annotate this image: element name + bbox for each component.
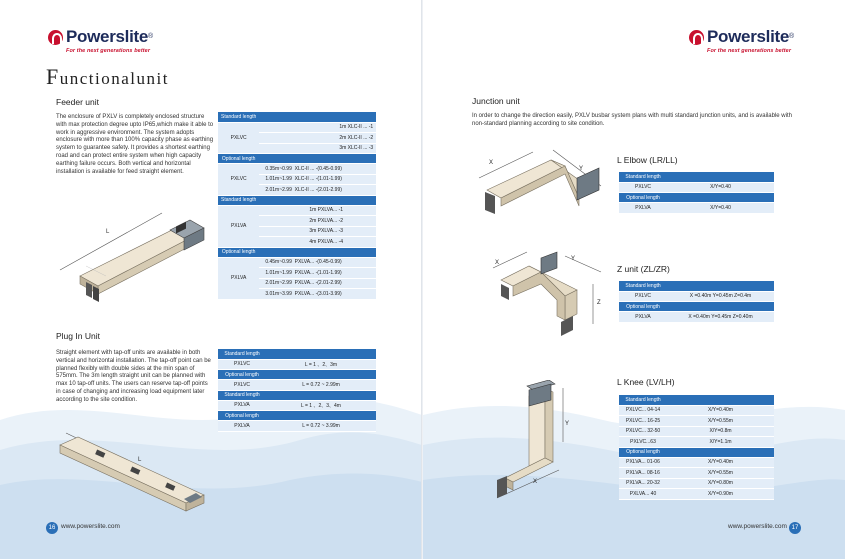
website-footer: www.powerslite.com [728, 523, 787, 530]
plugin-description: Straight element with tap-off units are available in both vertical and horizontal installation. The tap-off point can be planned flexibly with double sides at the min span of 575mm. The 3m length straight unit can be planned with max 10 tap-off units. The users can reserve tap-off points in case of changing and increasing load equipment later according to the site condition. [56, 350, 211, 403]
table-header: Optional length [619, 302, 774, 312]
feeder-dim-label: L [106, 229, 110, 235]
table-row: 3m PXLVA... -3 [218, 226, 376, 237]
table-row: PXLVA X =0.40m Y=0.45m Z=0.40m [619, 312, 774, 323]
z-unit-spec-table [619, 281, 774, 323]
table-row: 2m PXLVA... -2 [218, 216, 376, 227]
table-header: Standard length [218, 112, 376, 122]
elbow-spec-table [619, 172, 774, 214]
plugin-spec-table [218, 349, 376, 432]
plugin-diagram [56, 425, 216, 515]
table-row: 4m PXLVA... -4 [218, 237, 376, 248]
table-row: PXLVC 1m XLC-II ... -1 [218, 122, 376, 133]
table-row: PXLVC...63 X/Y=1.1m [619, 437, 774, 448]
feeder-spec-table [218, 112, 376, 300]
table-row: PXLVC L = 1 、2、3m [218, 359, 376, 370]
knee-spec-table [619, 395, 774, 500]
dim-y: Y [565, 421, 570, 427]
feeder-diagram [58, 206, 208, 306]
table-row: 2.01m~2.99 PXLVA... -(2.01-2.99) [218, 278, 376, 289]
plugin-dim-label: L [138, 457, 142, 463]
table-header: Standard length [218, 195, 376, 205]
table-row: PXLVA... 01-06 X/Y=0.40m [619, 457, 774, 468]
website-footer: www.powerslite.com [61, 523, 120, 530]
knee-diagram [489, 380, 609, 508]
dim-y: Y [579, 166, 584, 172]
page-number: 17 [789, 522, 801, 534]
table-row: PXLVA L = 0.72 ~ 3.99m [218, 421, 376, 432]
table-row: PXLVA... 20-32 X/Y=0.80m [619, 478, 774, 489]
table-row: PXLVC X =0.40m Y=0.45m Z=0.4m [619, 291, 774, 302]
table-header: Optional length [218, 154, 376, 164]
table-header: Optional length [619, 447, 774, 457]
table-row: 2.01m~2.99 XLC-II ... -(2.01-2.99) [218, 185, 376, 196]
z-unit-diagram [481, 244, 616, 340]
table-row: PXLVA X/Y=0.40 [619, 203, 774, 214]
table-row: 2m XLC-II ... -2 [218, 133, 376, 144]
page-number: 16 [46, 522, 58, 534]
table-header: Standard length [218, 349, 376, 359]
knee-heading: L Knee (LV/LH) [617, 377, 675, 387]
z-unit-heading: Z unit (ZL/ZR) [617, 264, 670, 274]
brand-logo: Powerslite® For the next generations better [48, 28, 153, 54]
page-title: Functionalunit [46, 64, 169, 89]
table-row: PXLVC... 16-25 X/Y=0.55m [619, 416, 774, 427]
table-row: PXLVC L = 0.72 ~ 2.99m [218, 380, 376, 391]
dim-z: Z [597, 300, 601, 306]
brand-logo: Powerslite® For the next generations better [689, 28, 794, 54]
junction-heading: Junction unit [472, 96, 520, 106]
table-row: PXLVA... 40 X/Y=0.90m [619, 489, 774, 500]
table-header: Optional length [218, 411, 376, 421]
feeder-heading: Feeder unit [56, 97, 99, 107]
table-row: PXLVC X/Y=0.40 [619, 182, 774, 193]
table-row: PXLVA 0.45m~0.99 PXLVA... -(0.45-0.99) [218, 257, 376, 268]
table-row: PXLVC... 04-14 X/Y=0.40m [619, 405, 774, 416]
table-row: PXLVC 0.35m~0.99 XLC-II ... -(0.45-0.99) [218, 164, 376, 175]
left-page [0, 0, 422, 559]
dim-x: X [533, 479, 538, 485]
table-header: Standard length [619, 281, 774, 291]
right-page [423, 0, 845, 559]
table-row: PXLVA L = 1 、2、3、4m [218, 400, 376, 411]
table-row: 1.01m~1.99 XLC-II ... -(1.01-1.99) [218, 174, 376, 185]
junction-description: In order to change the direction easily, PXLV busbar system plans with multi standard junction units, and is available with non-standard planning according to site condition. [472, 113, 792, 127]
table-row: 3m XLC-II ... -3 [218, 143, 376, 154]
table-row: 1.01m~1.99 PXLVA... -(1.01-1.99) [218, 268, 376, 279]
elbow-heading: L Elbow (LR/LL) [617, 155, 678, 165]
table-header: Optional length [218, 370, 376, 380]
logo-icon [48, 30, 63, 45]
feeder-description: The enclosure of PXLV is completely enclosed structure with max protection degree upto IP65,which make it able to work in aggressive environment. The system adopts enclosure with more than 100% capacity phase as earthing system to guarantee safety. It provides a shortest earthing road and can protect entire system when high capacity earthing failure occurs. Both vertical and horizontal installation is available for feed straight element. [56, 114, 214, 175]
table-row: PXLVA 1m PXLVA... -1 [218, 205, 376, 216]
dim-x: X [495, 260, 500, 266]
table-row: 3.01m~3.99 PXLVA... -(3.01-3.99) [218, 289, 376, 300]
plugin-heading: Plug In Unit [56, 331, 100, 341]
table-header: Standard length [218, 390, 376, 400]
elbow-diagram [473, 140, 608, 218]
table-row: PXLVA... 08-16 X/Y=0.55m [619, 468, 774, 479]
table-header: Standard length [619, 395, 774, 405]
table-row: PXLVC... 32-50 X/Y=0.8m [619, 426, 774, 437]
dim-y: Y [571, 256, 576, 262]
dim-x: X [489, 160, 494, 166]
logo-icon [689, 30, 704, 45]
table-header: Optional length [619, 193, 774, 203]
table-header: Optional length [218, 247, 376, 257]
table-header: Standard length [619, 172, 774, 182]
